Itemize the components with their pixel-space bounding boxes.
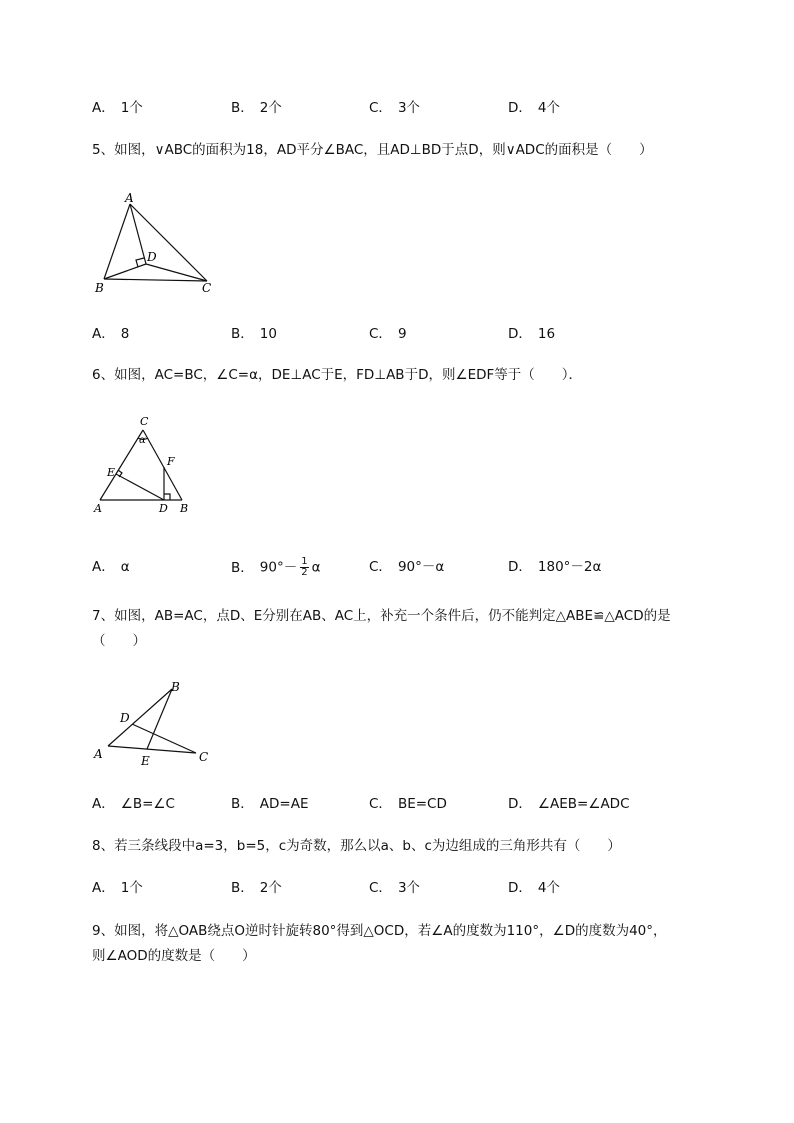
q5-option-d[interactable]: D． 16 <box>508 326 556 342</box>
q6-option-a[interactable]: A． α <box>92 559 130 575</box>
q6-label-b: B <box>180 502 189 515</box>
q7-option-c[interactable]: C． BE=CD <box>369 796 447 812</box>
q7-label-c: C <box>199 750 209 764</box>
q6-option-c[interactable]: C． 90°－α <box>369 559 445 575</box>
q5-label-c: C <box>202 281 212 295</box>
q7-label-e: E <box>141 754 150 768</box>
q8-option-b[interactable]: B． 2个 <box>231 880 282 896</box>
fraction-one-half: $\frac{1}{2}$ <box>301 556 308 578</box>
q5-figure <box>88 188 228 300</box>
q7-stem-line1: 7、如图，AB=AC，点D、E分别在AB、AC上，补充一个条件后，仍不能判定△ABE≌△ACD的是 <box>92 608 671 624</box>
q6-label-d: D <box>159 502 168 515</box>
q7-option-d[interactable]: D． ∠AEB=∠ADC <box>508 796 630 812</box>
q7-stem-line2: （ ） <box>92 633 146 649</box>
q7-label-a: A <box>94 747 103 761</box>
q5-option-c[interactable]: C． 9 <box>369 326 407 342</box>
q7-label-d: D <box>120 711 130 725</box>
q8-stem: 8、若三条线段中a=3，b=5，c为奇数，那么以a、b、c为边组成的三角形共有（ ） <box>92 838 621 854</box>
q6-label-alpha: α <box>139 435 146 446</box>
q6-label-f: F <box>167 455 175 468</box>
q8-option-d[interactable]: D． 4个 <box>508 880 560 896</box>
q5-option-b[interactable]: B． 10 <box>231 326 277 342</box>
q6-label-a: A <box>94 502 102 515</box>
q7-label-b: B <box>171 680 180 694</box>
q6-option-d[interactable]: D． 180°－2α <box>508 559 602 575</box>
q8-option-c[interactable]: C． 3个 <box>369 880 421 896</box>
q7-option-b[interactable]: B． AD=AE <box>231 796 309 812</box>
q5-option-a[interactable]: A． 8 <box>92 326 130 342</box>
q6-figure <box>88 410 198 518</box>
q9-stem-line2: 则∠AOD的度数是（ ） <box>92 948 256 964</box>
q5-label-b: B <box>95 281 104 295</box>
q7-option-a[interactable]: A． ∠B=∠C <box>92 796 175 812</box>
q8-option-a[interactable]: A． 1个 <box>92 880 143 896</box>
q4-option-c[interactable]: C． 3个 <box>369 100 421 116</box>
q6-label-c: C <box>140 415 149 428</box>
q9-stem-line1: 9、如图，将△OAB绕点O逆时针旋转80°得到△OCD，若∠A的度数为110°，∠D的度数为40°， <box>92 923 667 939</box>
q6-label-e: E <box>107 466 116 479</box>
q5-label-a: A <box>125 191 134 205</box>
q5-label-d: D <box>147 250 157 264</box>
q4-option-b[interactable]: B． 2个 <box>231 100 282 116</box>
q4-option-a[interactable]: A． 1个 <box>92 100 143 116</box>
q6-option-b[interactable]: B． 90°－ $\frac{1}{2}$ α <box>231 556 321 578</box>
q5-stem: 5、如图，∨ABC的面积为18，AD平分∠BAC，且AD⊥BD于点D，则∨ADC的面积是（ ） <box>92 142 653 158</box>
q7-figure <box>88 676 218 772</box>
q4-option-d[interactable]: D． 4个 <box>508 100 560 116</box>
q6-stem: 6、如图，AC=BC，∠C=α，DE⊥AC于E，FD⊥AB于D，则∠EDF等于（ ）． <box>92 367 583 383</box>
